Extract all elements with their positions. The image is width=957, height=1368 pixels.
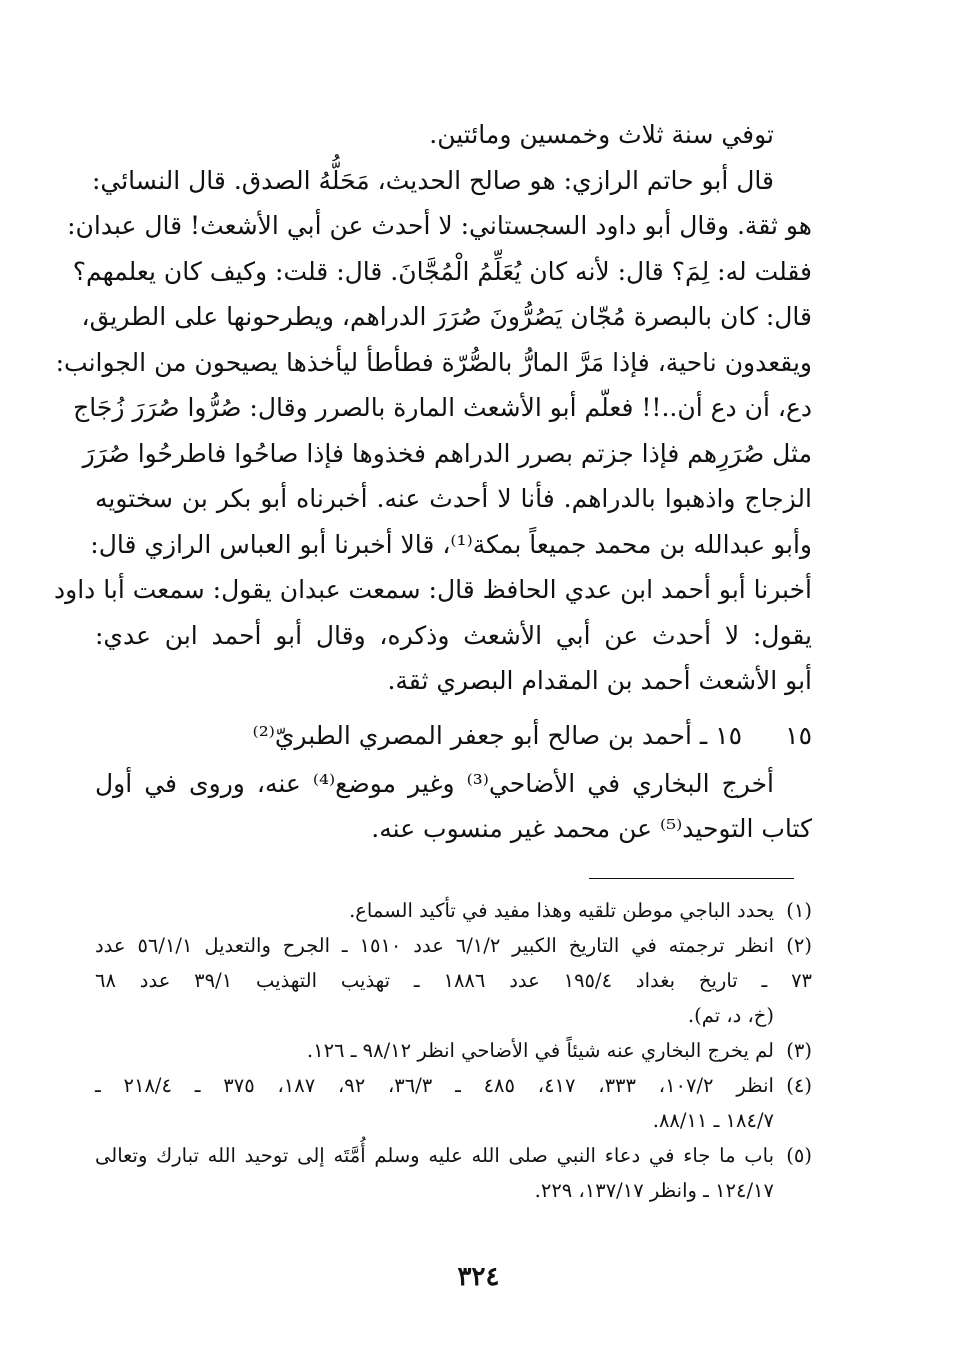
footnote-marker: (٤)	[786, 1073, 812, 1097]
footnote-3	[95, 1033, 812, 1068]
page-body	[54, 112, 813, 1208]
footnote-line: انظر ١٠٧/٢، ٣٣٣، ٤١٧، ٤٨٥ ـ ٣٦/٣، ٩٢، ١٨٧، ٣٧٥ ـ ٢١٨/٤ ـ	[95, 1073, 774, 1097]
footnote-marker: (١)	[786, 898, 812, 922]
body-line: وأبو عبدالله بن محمد جميعاً بمكة⁽¹⁾، قالا أخبرنا أبو العباس الرازي قال:	[90, 529, 812, 559]
entry-line: أخرج البخاري في الأضاحي⁽³⁾ وغير موضع⁽⁴⁾ عنه، وروى في أول	[95, 768, 774, 798]
footnote-divider	[589, 878, 794, 879]
entry-number: ١٥	[785, 720, 812, 750]
body-line: يقول: لا أحدث عن أبي الأشعث وذكره، وقال أبو أحمد ابن عدي:	[95, 620, 812, 650]
body-line: أخبرنا أبو أحمد ابن عدي الحافظ قال: سمعت عبدان يقول: سمعت أبا داود	[54, 575, 812, 604]
entry-heading	[95, 711, 812, 761]
body-line: ويقعدون ناحية، فإذا مَرَّ المارُّ بالصُّرّة فطأطأ ليأخذها يصيحون من الجوانب:	[55, 347, 812, 377]
footnote-2	[95, 928, 812, 1033]
footnote-line: ١٨٤/٧ ـ ٨٨/١١.	[652, 1108, 774, 1132]
footnote-marker: (٢)	[786, 933, 812, 957]
body-line: قال: كان بالبصرة مُجّان يَصُرُّونَ صُرَرَ الدراهم، ويطرحونها على الطريق،	[81, 302, 812, 331]
footnote-5	[95, 1138, 812, 1208]
footnote-line: انظر ترجمته في التاريخ الكبير ٦/١/٢ عدد ١٥١٠ ـ الجرح والتعديل ٥٦/١/١ عدد	[95, 933, 774, 957]
footnote-marker: (٥)	[786, 1143, 812, 1167]
footnote-1	[95, 893, 812, 928]
body-line: دع، أن دع أن..!! فعلّم أبو الأشعث المارة بالصرر وقال: صُرُّوا صُرَرَ زُجَاج	[73, 393, 812, 422]
body-line: توفي سنة ثلاث وخمسين ومائتين.	[429, 120, 774, 149]
body-line: مثل صُرَرِهم فإذا جزتم بصرر الدراهم فخذوها فإذا صاحُوا فاطرحُوا صُرَرَ	[82, 438, 812, 468]
footnote-line: ٧٣ ـ تاريخ بغداد ١٩٥/٤ عدد ١٨٨٦ ـ تهذيب التهذيب ٣٩/١ عدد ٦٨	[95, 968, 813, 992]
footnote-line: باب ما جاء في دعاء النبي صلى الله عليه وسلم أُمَّتَه إلى توحيد الله تبارك وتعالى	[95, 1143, 774, 1167]
body-line: هو ثقة. وقال أبو داود السجستاني: لا أحدث عن أبي الأشعث! قال عبدان:	[67, 211, 812, 240]
body-line: الزجاج واذهبوا بالدراهم. فأنا لا أحدث عنه. أخبرناه أبو بكر بن سختويه	[95, 484, 812, 513]
page-number: ٣٢٤	[457, 1262, 500, 1292]
entry-title: ١٥ ـ أحمد بن صالح أبو جعفر المصري الطبريّ⁽²⁾	[252, 720, 742, 750]
body-line: فقلت له: لِمَ؟ قال: لأنه كان يُعَلِّمُ الْمُجَّانَ. قال: قلت: وكيف كان يعلمهم؟	[72, 256, 812, 286]
entry-line: كتاب التوحيد⁽⁵⁾ عن محمد غير منسوب عنه.	[371, 814, 812, 843]
footnote-line: لم يخرج البخاري عنه شيئاً في الأضاحي انظر ٩٨/١٢ ـ ١٢٦.	[306, 1038, 774, 1062]
footnote-line: (خ، د، تم).	[687, 1003, 774, 1027]
footnote-4	[95, 1068, 812, 1138]
body-line: أبو الأشعث أحمد بن المقدام البصري ثقة.	[387, 666, 812, 695]
footnote-marker: (٣)	[786, 1038, 812, 1062]
footnote-line: يحدد الباجي موطن تلقيه وهذا مفيد في تأكيد السماع.	[349, 898, 774, 922]
footnote-line: ١٢٤/١٧ ـ وانظر ١٣٧/١٧، ٢٢٩.	[534, 1178, 774, 1202]
body-line: قال أبو حاتم الرازي: هو صالح الحديث، مَحَلُّهُ الصدق. قال النسائي:	[91, 165, 774, 195]
